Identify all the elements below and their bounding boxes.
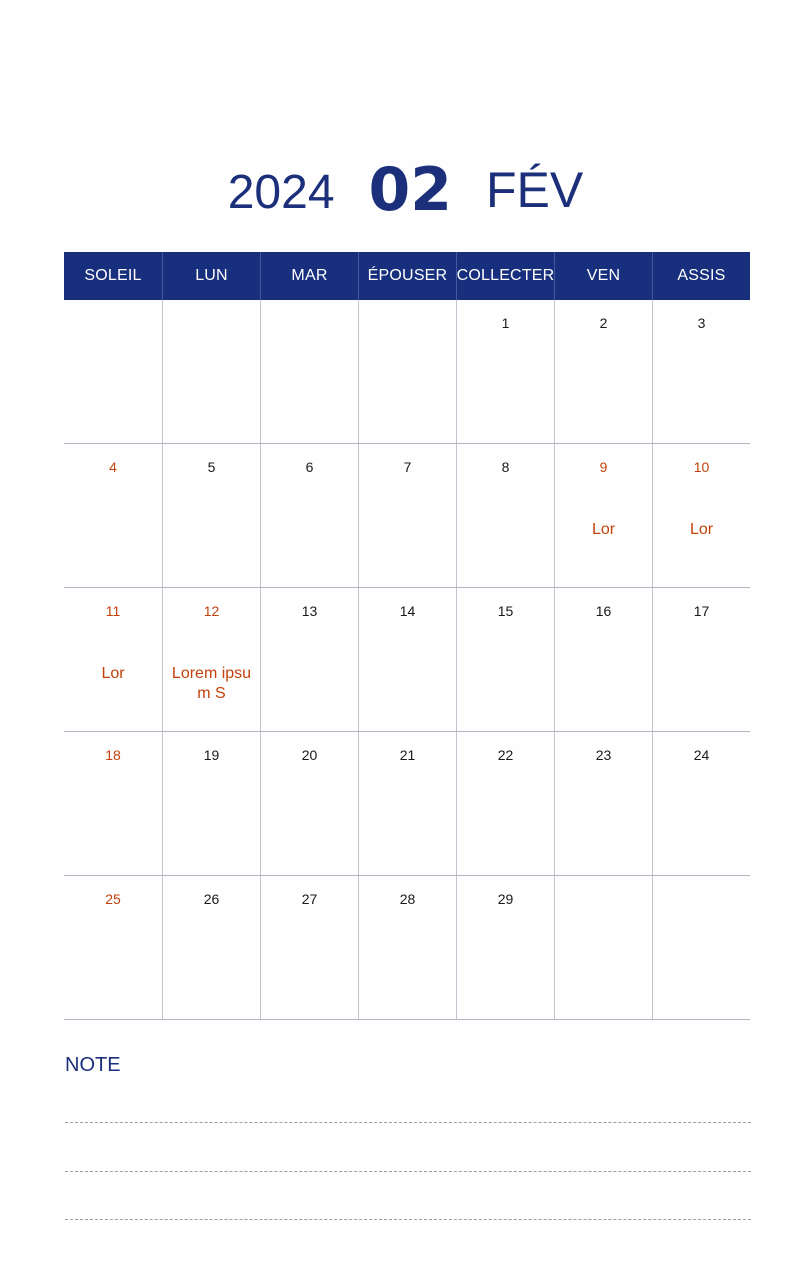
day-number: 14: [399, 603, 416, 619]
day-cell[interactable]: [554, 732, 652, 875]
day-number: 10: [693, 459, 710, 475]
day-number: 2: [599, 315, 608, 331]
day-number: 17: [693, 603, 710, 619]
day-number: 15: [497, 603, 514, 619]
week-row: [64, 444, 750, 588]
day-cell[interactable]: [64, 876, 162, 1019]
day-number: 8: [501, 459, 510, 475]
day-number: 23: [595, 747, 612, 763]
day-cell[interactable]: [652, 444, 750, 587]
month-name: FÉV: [486, 162, 584, 218]
day-cell[interactable]: [652, 732, 750, 875]
weekday-wednesday: ÉPOUSER: [358, 252, 456, 300]
day-cell[interactable]: [554, 300, 652, 443]
day-cell[interactable]: [64, 444, 162, 587]
day-cell[interactable]: [358, 444, 456, 587]
day-cell[interactable]: [456, 588, 554, 731]
day-number: 13: [301, 603, 318, 619]
day-number: 24: [693, 747, 710, 763]
weekday-thursday: COLLECTER: [456, 252, 554, 300]
day-number: 16: [595, 603, 612, 619]
day-number: 4: [109, 459, 117, 475]
day-cell[interactable]: [652, 300, 750, 443]
empty-day-cell: [162, 300, 260, 443]
empty-day-cell: [554, 876, 652, 1019]
day-number: 20: [301, 747, 318, 763]
day-cell[interactable]: [554, 588, 652, 731]
day-cell[interactable]: [162, 732, 260, 875]
weekday-friday: VEN: [554, 252, 652, 300]
event-label[interactable]: Lor: [591, 521, 616, 538]
month-number: 02: [368, 155, 453, 225]
day-cell[interactable]: [260, 444, 358, 587]
note-line[interactable]: [65, 1171, 751, 1172]
weekday-tuesday: MAR: [260, 252, 358, 300]
day-cell[interactable]: [260, 732, 358, 875]
day-number: 18: [105, 747, 121, 763]
day-cell[interactable]: [358, 732, 456, 875]
empty-day-cell: [652, 876, 750, 1019]
day-number: 7: [403, 459, 412, 475]
day-cell[interactable]: [652, 588, 750, 731]
week-row: [64, 732, 750, 876]
day-cell[interactable]: [456, 732, 554, 875]
year-label: 2024: [227, 165, 335, 219]
weekday-saturday: ASSIS: [652, 252, 750, 300]
week-row: [64, 300, 750, 444]
empty-day-cell: [64, 300, 162, 443]
note-line[interactable]: [65, 1122, 751, 1123]
day-cell[interactable]: [358, 588, 456, 731]
weekday-header-row: [64, 252, 750, 300]
day-number: 9: [599, 459, 608, 475]
day-cell[interactable]: [162, 876, 260, 1019]
day-cell[interactable]: [456, 876, 554, 1019]
day-number: 21: [399, 747, 416, 763]
day-number: 5: [207, 459, 216, 475]
day-cell[interactable]: [554, 444, 652, 587]
day-number: 22: [497, 747, 514, 763]
event-label[interactable]: Lorem ipsum S: [171, 665, 252, 702]
day-cell[interactable]: [64, 588, 162, 731]
empty-day-cell: [358, 300, 456, 443]
day-cell[interactable]: [162, 444, 260, 587]
day-number: 6: [305, 459, 314, 475]
week-row: [64, 588, 750, 732]
day-cell[interactable]: [456, 300, 554, 443]
day-cell[interactable]: [162, 588, 260, 731]
note-line[interactable]: [65, 1219, 751, 1220]
day-cell[interactable]: [456, 444, 554, 587]
day-number: 12: [203, 603, 220, 619]
day-number: 11: [105, 603, 121, 619]
weeks-container: [64, 300, 750, 1020]
day-cell[interactable]: [260, 876, 358, 1019]
weekday-sunday: SOLEIL: [84, 267, 142, 284]
day-number: 1: [501, 315, 510, 331]
day-number: 29: [497, 891, 514, 907]
day-cell[interactable]: [358, 876, 456, 1019]
event-label[interactable]: Lor: [689, 521, 714, 538]
event-label[interactable]: Lor: [101, 665, 125, 682]
day-cell[interactable]: [260, 588, 358, 731]
day-number: 19: [203, 747, 220, 763]
day-number: 27: [301, 891, 318, 907]
day-number: 25: [105, 891, 121, 907]
week-row: [64, 876, 750, 1020]
day-cell[interactable]: [64, 732, 162, 875]
day-number: 28: [399, 891, 416, 907]
weekday-monday: LUN: [162, 252, 260, 300]
calendar-title: [0, 150, 811, 230]
day-number: 3: [697, 315, 706, 331]
day-number: 26: [203, 891, 220, 907]
empty-day-cell: [260, 300, 358, 443]
note-label: NOTE: [65, 1054, 121, 1076]
calendar-grid: [64, 252, 750, 1020]
